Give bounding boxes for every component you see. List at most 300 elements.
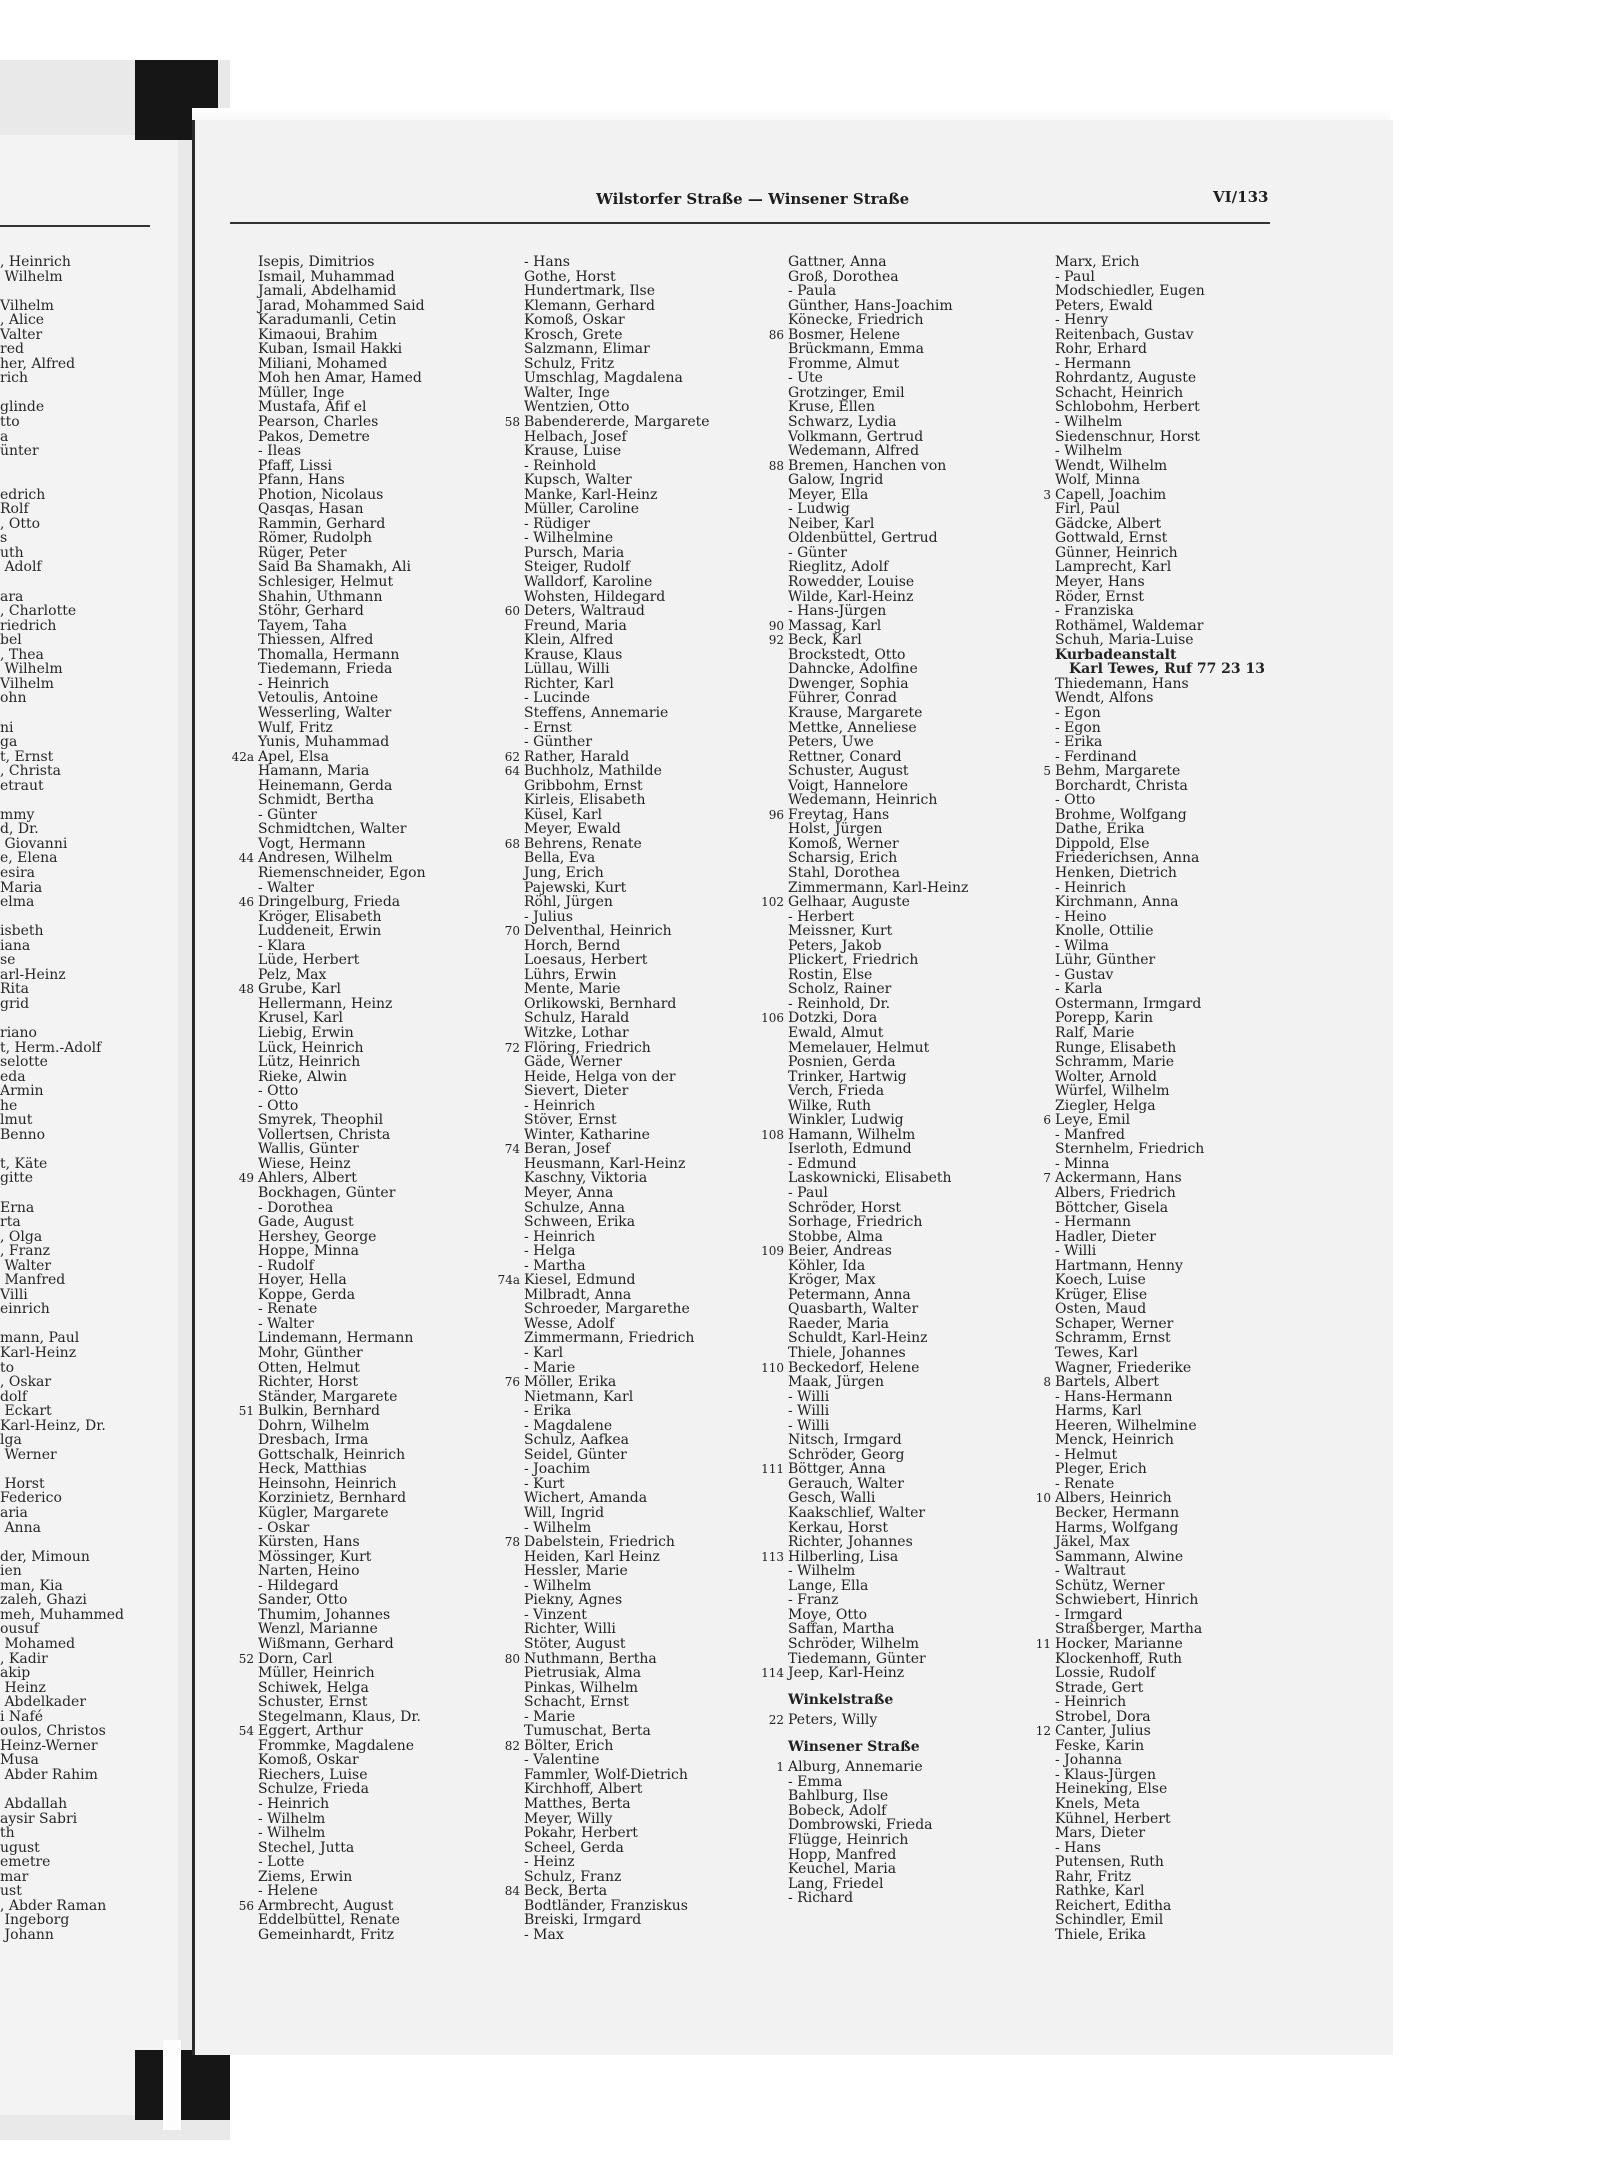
directory-entry [788, 793, 1038, 808]
directory-entry [788, 415, 1038, 430]
resident-name: Lühr, Günther [1055, 952, 1156, 969]
directory-entry [504, 835, 774, 852]
directory-entry [258, 604, 508, 619]
directory-entry [1055, 1681, 1305, 1696]
directory-entry [238, 894, 508, 911]
directory-entry [1055, 1041, 1305, 1056]
directory-entry [1055, 1259, 1305, 1274]
directory-entry [258, 1797, 508, 1812]
directory-entry [258, 1215, 508, 1230]
directory-entry [258, 1928, 508, 1943]
directory-entry [258, 299, 508, 314]
directory-entry [258, 1055, 508, 1070]
left-fragment-line: Vilhelm [0, 297, 54, 314]
directory-entry [1055, 1404, 1305, 1419]
house-number: 3 [1043, 487, 1051, 502]
resident-name: Rather, Harald [524, 748, 630, 765]
resident-name: Pleger, Erich [1055, 1461, 1147, 1478]
resident-name: - Otto [258, 1083, 299, 1100]
left-fragment-line: mann, Paul [0, 1330, 80, 1347]
resident-name: Rieglitz, Adolf [788, 559, 889, 576]
resident-name: Ismail, Muhammad [258, 268, 395, 285]
directory-entry [788, 299, 1038, 314]
resident-name: - Renate [258, 1301, 318, 1318]
directory-entry [524, 1768, 774, 1783]
resident-name: - Heinrich [524, 1228, 596, 1245]
left-fragment-line: Giovanni [0, 835, 68, 852]
directory-entry [788, 1564, 1038, 1579]
directory-entry [1055, 837, 1305, 852]
directory-entry [1055, 284, 1305, 299]
directory-entry [1055, 1157, 1305, 1172]
left-fragment-line [0, 1782, 124, 1797]
resident-name: Henken, Dietrich [1055, 864, 1177, 881]
resident-name: Rieke, Alwin [258, 1068, 348, 1085]
directory-entry [258, 357, 508, 372]
resident-name: Porepp, Karin [1055, 1010, 1154, 1027]
resident-name: Dombrowski, Frieda [788, 1817, 933, 1834]
resident-name: Schmidtchen, Walter [258, 821, 407, 838]
resident-name: Beckedorf, Helene [788, 1359, 920, 1376]
resident-name: Galow, Ingrid [788, 472, 884, 489]
resident-name: Böttger, Anna [788, 1461, 886, 1478]
directory-entry [1055, 1535, 1305, 1550]
resident-name: - Günther [524, 734, 593, 751]
resident-name: Trinker, Hartwig [788, 1068, 907, 1085]
resident-name: Schütz, Werner [1055, 1577, 1165, 1594]
directory-entry [524, 473, 774, 488]
resident-name: Peters, Jakob [788, 937, 882, 954]
directory-entry [1055, 633, 1305, 648]
resident-name: Hoyer, Hella [258, 1272, 347, 1289]
left-fragment-line: e, Elena [0, 850, 58, 867]
resident-name: Moh hen Amar, Hamed [258, 370, 422, 387]
directory-entry [788, 284, 1038, 299]
directory-entry [1055, 1753, 1305, 1768]
resident-name: Strade, Gert [1055, 1679, 1144, 1696]
resident-name: Hundertmark, Ilse [524, 283, 655, 300]
resident-name: - Heinrich [524, 1097, 596, 1114]
resident-name: Heusmann, Karl-Heinz [524, 1155, 686, 1172]
resident-name: - Paul [788, 1185, 828, 1201]
directory-entry [1055, 400, 1305, 415]
directory-entry [1055, 1841, 1305, 1856]
resident-name: Bella, Eva [524, 850, 596, 867]
resident-name: Gottschalk, Heinrich [258, 1446, 406, 1463]
directory-entry [788, 1375, 1038, 1390]
left-fragment-line: a [0, 428, 9, 445]
directory-entry [258, 1521, 508, 1536]
left-fragment-line [0, 284, 124, 299]
directory-entry [524, 1302, 774, 1317]
resident-name: - Emma [788, 1773, 843, 1790]
left-fragment-line: Karl-Heinz, Dr. [0, 1417, 106, 1434]
directory-entry [258, 1361, 508, 1376]
house-number: 96 [768, 807, 784, 822]
directory-entry [238, 1650, 508, 1667]
directory-entry [258, 517, 508, 532]
header-rule [230, 222, 1270, 224]
directory-entry [1055, 1433, 1305, 1448]
left-fragment-line: akip [0, 1665, 31, 1682]
directory-entry [258, 1855, 508, 1870]
directory-entry [1055, 910, 1305, 925]
left-fragment-line: tto [0, 414, 20, 431]
directory-entry [524, 1477, 774, 1492]
directory-entry [788, 1041, 1038, 1056]
resident-name: Stöver, Ernst [524, 1112, 617, 1129]
directory-entry [788, 851, 1038, 866]
resident-name: Tayem, Taha [258, 617, 347, 634]
directory-entry [258, 328, 508, 343]
resident-name: Rostin, Else [788, 966, 873, 983]
resident-name: Hadler, Dieter [1055, 1228, 1156, 1245]
resident-name: - Reinhold [524, 457, 597, 474]
resident-name: Qasqas, Hasan [258, 501, 364, 518]
directory-entry [788, 270, 1038, 285]
resident-name: - Wilhelm [1055, 443, 1123, 460]
left-fragment-line: oulos, Christos [0, 1723, 106, 1740]
directory-entry [788, 488, 1038, 503]
resident-name: Reitenbach, Gustav [1055, 326, 1194, 343]
directory-entry [524, 619, 774, 634]
directory-entry [258, 488, 508, 503]
directory-entry [788, 662, 1038, 677]
directory-entry [524, 866, 774, 881]
left-fragment-line: lga [0, 1432, 22, 1449]
resident-name: Gelhaar, Auguste [788, 894, 910, 911]
directory-entry [1055, 1666, 1305, 1681]
resident-name: Dahncke, Adolfine [788, 661, 918, 678]
directory-entry [524, 284, 774, 299]
directory-entry [258, 1375, 508, 1390]
resident-name: Gerauch, Walter [788, 1475, 904, 1492]
left-fragment-line: Rolf [0, 501, 29, 518]
directory-entry [258, 531, 508, 546]
resident-name: - Helmut [1055, 1446, 1118, 1463]
directory-entry [1055, 1302, 1305, 1317]
resident-name: Riechers, Luise [258, 1766, 368, 1783]
resident-name: Heineking, Else [1055, 1781, 1168, 1798]
resident-name: Smyrek, Theophil [258, 1112, 384, 1129]
resident-name: - Franz [788, 1592, 839, 1609]
resident-name: Delventhal, Heinrich [524, 923, 672, 940]
directory-entry [258, 1041, 508, 1056]
resident-name: Walter, Inge [524, 384, 610, 401]
left-fragment-line: t, Ernst [0, 748, 54, 765]
directory-entry [524, 531, 774, 546]
resident-name: Will, Ingrid [524, 1505, 605, 1522]
directory-entry [524, 1419, 774, 1434]
resident-name: Karadumanli, Cetin [258, 312, 397, 329]
directory-entry [1055, 1070, 1305, 1085]
left-fragment-line: zaleh, Ghazi [0, 1592, 87, 1609]
left-fragment-line: Vilhelm [0, 675, 54, 692]
house-number: 88 [768, 458, 784, 473]
left-fragment-line: Abder Rahim [0, 1766, 98, 1783]
resident-name: - Minna [1055, 1155, 1110, 1172]
directory-entry [524, 313, 774, 328]
left-fragment-line: ugust [0, 1839, 40, 1856]
left-fragment-line: ni [0, 719, 14, 736]
resident-name: - Ileas [258, 443, 302, 460]
left-fragment-line [0, 575, 124, 590]
resident-name: Wedemann, Alfred [788, 443, 920, 460]
resident-name: - Ferdinand [1055, 748, 1137, 765]
resident-name: Heinemann, Gerda [258, 777, 393, 794]
left-fragment-line: ohn [0, 690, 27, 707]
left-fragment-line [0, 386, 124, 401]
resident-name: Kurbadeanstalt [1055, 646, 1177, 663]
resident-name: Keuchel, Maria [788, 1861, 897, 1878]
resident-name: Thomalla, Hermann [258, 646, 400, 663]
left-fragment-line: glinde [0, 399, 45, 416]
directory-entry [788, 255, 1038, 270]
directory-entry [258, 284, 508, 299]
directory-entry [788, 444, 1038, 459]
directory-entry [788, 1419, 1038, 1434]
directory-entry [788, 1201, 1038, 1216]
house-number: 46 [238, 895, 254, 910]
left-fragment-line: , Franz [0, 1243, 51, 1260]
directory-entry [788, 1833, 1038, 1848]
directory-entry [524, 1782, 774, 1797]
resident-name: - Wilhelm [258, 1825, 326, 1842]
directory-entry [1055, 793, 1305, 808]
directory-entry [524, 735, 774, 750]
resident-name: - Johanna [1055, 1752, 1122, 1769]
resident-name: Deters, Waltraud [524, 603, 645, 620]
directory-entry [258, 502, 508, 517]
directory-entry [524, 1826, 774, 1841]
directory-entry [524, 677, 774, 692]
resident-name: Marx, Erich [1055, 254, 1140, 270]
directory-entry [788, 342, 1038, 357]
directory-entry [524, 1331, 774, 1346]
left-fragment-line: etraut [0, 777, 44, 794]
resident-name: Schröder, Georg [788, 1446, 905, 1463]
resident-name: Laskownicki, Elisabeth [788, 1170, 952, 1187]
house-number: 60 [504, 604, 520, 619]
left-fragment-line: , Alice [0, 312, 45, 329]
directory-entry [1055, 706, 1305, 721]
directory-entry [1055, 1317, 1305, 1332]
left-fragment-line: ust [0, 1883, 22, 1900]
resident-name: Stobbe, Alma [788, 1228, 883, 1245]
resident-name: Pakos, Demetre [258, 428, 370, 445]
directory-entry [258, 255, 508, 270]
resident-name: Raeder, Maria [788, 1315, 889, 1332]
resident-name: - Julius [524, 908, 573, 925]
resident-name: Peters, Uwe [788, 734, 874, 751]
directory-entry [524, 590, 774, 605]
house-number: 64 [504, 764, 520, 779]
house-number: 58 [504, 415, 520, 430]
resident-name: Wesse, Adolf [524, 1315, 615, 1332]
resident-name: Klemann, Gerhard [524, 297, 655, 314]
left-fragment-line: Abdallah [0, 1795, 68, 1812]
resident-name: Pajewski, Kurt [524, 879, 627, 896]
resident-name: - Rüdiger [524, 515, 591, 532]
resident-name: - Willi [788, 1403, 830, 1420]
resident-name: Schacht, Heinrich [1055, 384, 1184, 401]
resident-name: Horch, Bernd [524, 937, 621, 954]
house-number: 74a [497, 1273, 520, 1288]
resident-name: Memelauer, Helmut [788, 1039, 930, 1056]
directory-entry [788, 1877, 1038, 1892]
resident-name: Krause, Margarete [788, 704, 923, 721]
resident-name: - Paul [1055, 268, 1095, 285]
resident-name: Ralf, Marie [1055, 1024, 1135, 1041]
directory-entry [524, 1579, 774, 1594]
directory-entry [788, 1448, 1038, 1463]
directory-column-4 [1035, 254, 1305, 1943]
directory-entry [258, 560, 508, 575]
directory-entry [524, 982, 774, 997]
directory-entry [788, 968, 1038, 983]
directory-entry [768, 617, 1038, 634]
left-fragment-line: selotte [0, 1054, 48, 1071]
house-number: 78 [504, 1535, 520, 1550]
directory-entry [1055, 1026, 1305, 1041]
left-fragment-line: Wilhelm [0, 268, 63, 285]
resident-name: Schulze, Anna [524, 1199, 625, 1216]
directory-entry [258, 1011, 508, 1026]
resident-name: - Klara [258, 937, 306, 954]
resident-name: Winter, Katharine [524, 1126, 650, 1143]
resident-name: Küsel, Karl [524, 806, 602, 823]
resident-name: Pelz, Max [258, 966, 327, 983]
left-fragment-line: bel [0, 632, 22, 649]
left-fragment-line: edrich [0, 486, 46, 503]
left-fragment-line: Heinz [0, 1679, 46, 1696]
left-fragment-line [0, 1535, 124, 1550]
directory-entry [258, 866, 508, 881]
resident-name: Kürsten, Hans [258, 1534, 360, 1551]
resident-name: Putensen, Ruth [1055, 1854, 1164, 1871]
resident-name: Lüllau, Willi [524, 661, 610, 678]
resident-name: Lührs, Erwin [524, 966, 617, 983]
resident-name: Albers, Heinrich [1055, 1490, 1172, 1507]
left-fragment-line: Villi [0, 1286, 28, 1303]
resident-name: Schulz, Aafkea [524, 1432, 629, 1449]
directory-entry [258, 1782, 508, 1797]
left-fragment-line: , Charlotte [0, 603, 77, 620]
directory-entry [504, 1374, 774, 1391]
resident-name: Schlobohm, Herbert [1055, 399, 1200, 416]
directory-entry [258, 1666, 508, 1681]
resident-name: - Hildegard [258, 1577, 339, 1594]
resident-name: - Oskar [258, 1519, 310, 1536]
resident-name: Stechel, Jutta [258, 1839, 355, 1856]
directory-entry [1055, 1201, 1305, 1216]
directory-entry [1055, 662, 1305, 677]
resident-name: Freund, Maria [524, 617, 627, 634]
resident-name: Hoppe, Minna [258, 1243, 359, 1260]
resident-name: Dohrn, Wilhelm [258, 1417, 370, 1434]
directory-entry [258, 881, 508, 896]
left-fragment-line: , Abder Raman [0, 1897, 107, 1914]
directory-entry [258, 1084, 508, 1099]
left-fragment-line: , Olga [0, 1228, 43, 1245]
resident-name: - Willi [788, 1417, 830, 1434]
resident-name: Becker, Hermann [1055, 1505, 1180, 1522]
resident-name: Otten, Helmut [258, 1359, 360, 1376]
resident-name: Nitsch, Irmgard [788, 1432, 902, 1449]
house-number: 44 [238, 851, 254, 866]
directory-entry [788, 997, 1038, 1012]
resident-name: Wichert, Amanda [524, 1490, 648, 1507]
resident-name: Schröder, Horst [788, 1199, 902, 1216]
resident-name: Dabelstein, Friedrich [524, 1534, 675, 1551]
resident-name: Schlesiger, Helmut [258, 574, 394, 591]
directory-entry [258, 1550, 508, 1565]
resident-name: Mustafa, Afif el [258, 399, 367, 416]
resident-name: Schröder, Wilhelm [788, 1635, 920, 1652]
directory-entry [788, 1477, 1038, 1492]
directory-entry [1055, 1768, 1305, 1783]
directory-entry [524, 1215, 774, 1230]
directory-entry [258, 1841, 508, 1856]
directory-entry [788, 1652, 1038, 1667]
resident-name: Sorhage, Friedrich [788, 1214, 923, 1231]
directory-entry [788, 735, 1038, 750]
house-number: 48 [238, 982, 254, 997]
resident-name: Flöring, Friedrich [524, 1039, 651, 1056]
directory-entry [788, 1637, 1038, 1652]
resident-name: - Max [524, 1926, 564, 1943]
resident-name: Kaakschlief, Walter [788, 1505, 926, 1522]
resident-name: Richter, Willi [524, 1621, 616, 1638]
directory-entry [788, 1535, 1038, 1550]
resident-name: - Irmgard [1055, 1606, 1123, 1623]
resident-name: Kaschny, Viktoria [524, 1170, 648, 1187]
resident-name: Sternhelm, Friedrich [1055, 1141, 1205, 1158]
house-number: 84 [504, 1884, 520, 1899]
resident-name: Hartmann, Henny [1055, 1257, 1183, 1274]
resident-name: Frommke, Magdalene [258, 1737, 415, 1754]
resident-name: Knolle, Ottilie [1055, 923, 1154, 940]
directory-entry [1055, 1695, 1305, 1710]
resident-name: Behm, Margarete [1055, 763, 1181, 780]
resident-name: Lück, Heinrich [258, 1039, 364, 1056]
left-fragment-line [0, 706, 124, 721]
resident-name: Kimaoui, Brahim [258, 326, 378, 343]
left-fragment-line [0, 1462, 124, 1477]
directory-entry [258, 546, 508, 561]
resident-name: Karl Tewes, Ruf 77 23 13 [1069, 661, 1266, 678]
directory-entry [1055, 1055, 1305, 1070]
resident-name: Komoß, Werner [788, 835, 899, 852]
resident-name: Orlikowski, Bernhard [524, 995, 677, 1012]
street-heading [788, 1693, 1038, 1708]
resident-name: Seidel, Günter [524, 1446, 627, 1463]
directory-entry [1055, 1419, 1305, 1434]
resident-name: Posnien, Gerda [788, 1054, 896, 1071]
resident-name: Heide, Helga von der [524, 1068, 676, 1085]
directory-entry [504, 1737, 774, 1754]
resident-name: Mössinger, Kurt [258, 1548, 372, 1565]
directory-entry [524, 706, 774, 721]
resident-name: Gemeinhardt, Fritz [258, 1926, 394, 1943]
directory-entry [258, 1608, 508, 1623]
resident-name: - Walter [258, 1315, 314, 1332]
directory-entry [1055, 691, 1305, 706]
resident-name: Beck, Berta [524, 1883, 608, 1900]
resident-name: - Hans [524, 254, 570, 270]
resident-name: Schwarz, Lydia [788, 414, 897, 431]
directory-entry [1055, 444, 1305, 459]
